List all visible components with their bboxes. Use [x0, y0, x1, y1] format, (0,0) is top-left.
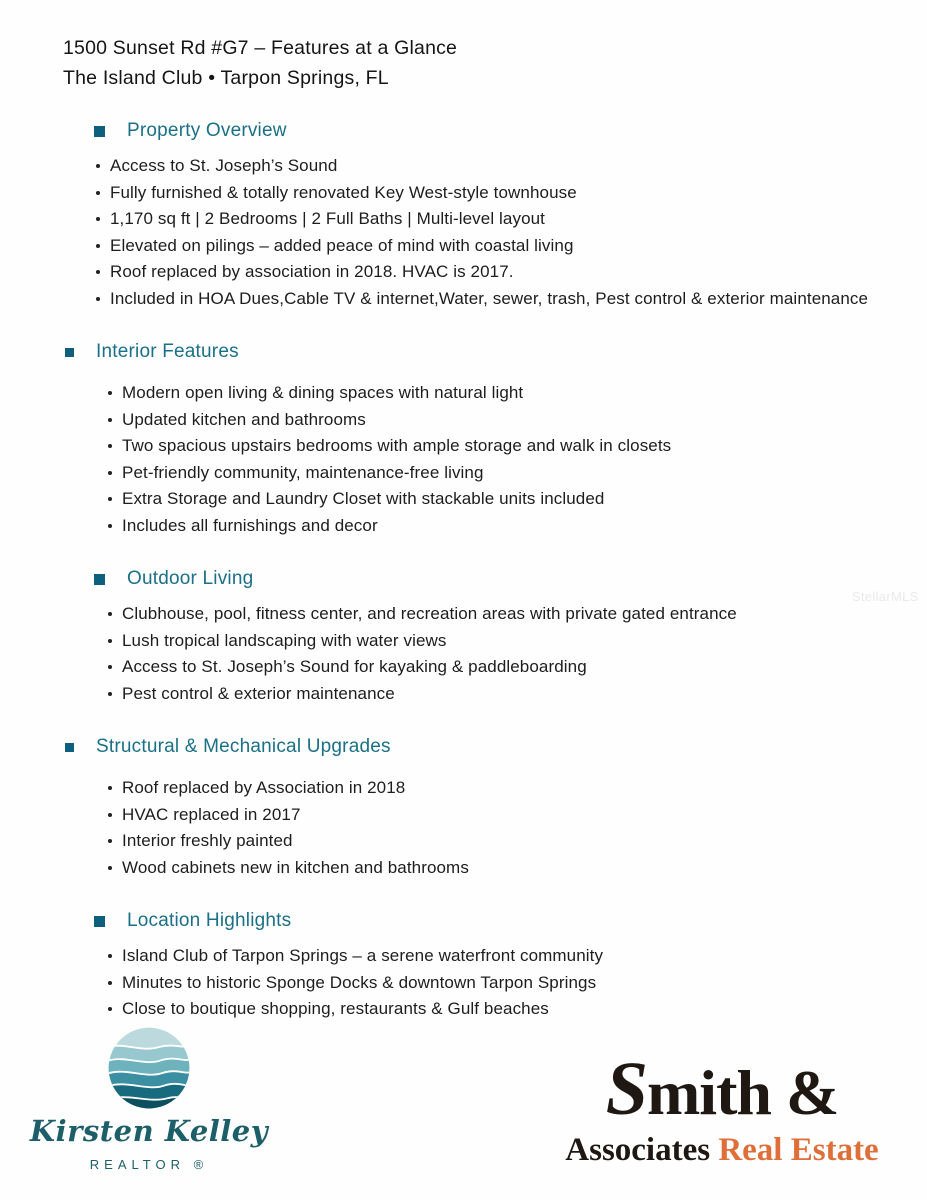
list-item	[108, 486, 778, 513]
document-header	[0, 0, 927, 93]
bullet-icon	[108, 692, 112, 696]
list-item	[96, 153, 896, 180]
list-item	[96, 180, 896, 207]
list-item	[108, 380, 778, 407]
list-item-text: HVAC replaced in 2017	[122, 804, 301, 824]
brokerage-name-line1	[552, 1047, 892, 1131]
feature-list	[63, 153, 896, 312]
list-item-text: Interior freshly painted	[122, 831, 293, 850]
list-item-text: Access to St. Joseph’s Sound	[110, 156, 338, 175]
feature-section	[63, 565, 927, 707]
brokerage-real-estate: Real Estate	[718, 1132, 879, 1168]
feature-list	[63, 943, 778, 1023]
list-item	[108, 601, 778, 628]
list-item	[108, 943, 778, 970]
bullet-icon	[108, 471, 112, 475]
bullet-icon	[108, 444, 112, 448]
wave-circle-icon	[107, 1026, 191, 1110]
brokerage-logo	[552, 1047, 892, 1170]
list-item-text: Updated kitchen and bathrooms	[122, 409, 366, 429]
bullet-icon	[108, 839, 112, 843]
bullet-icon	[108, 524, 112, 528]
list-item	[108, 681, 778, 708]
section-heading: Interior Features	[96, 341, 239, 362]
list-item	[108, 855, 778, 882]
list-item	[108, 654, 778, 681]
section-heading-row	[63, 565, 927, 593]
list-item	[108, 775, 778, 802]
list-item	[108, 828, 778, 855]
bullet-icon	[108, 954, 112, 958]
section-heading-row	[63, 733, 927, 761]
section-heading: Structural & Mechanical Upgrades	[96, 736, 391, 757]
list-item-text: Clubhouse, pool, fitness center, and recreation areas with private gated entrance	[122, 604, 737, 623]
feature-section	[63, 733, 927, 881]
list-item	[108, 407, 778, 434]
list-item	[108, 433, 778, 460]
agent-name: Kirsten Kelley	[29, 1114, 269, 1148]
swash-s: S	[605, 1047, 647, 1131]
bullet-icon	[108, 866, 112, 870]
feature-section	[63, 117, 927, 312]
list-item-text: Elevated on pilings – added peace of mind with coastal living	[110, 235, 574, 255]
list-item-text: Roof replaced by association in 2018. HVAC is 2017.	[110, 262, 514, 281]
section-heading-row	[63, 338, 927, 366]
section-marker-icon	[65, 348, 74, 357]
feature-list	[63, 380, 778, 539]
list-item	[108, 460, 778, 487]
list-item-text: Access to St. Joseph’s Sound for kayaking & paddleboarding	[122, 657, 587, 676]
watermark: StellarMLS	[852, 589, 919, 604]
bullet-icon	[96, 244, 100, 248]
agent-logo	[29, 1026, 269, 1172]
list-item	[96, 233, 896, 260]
section-marker-icon	[94, 126, 105, 137]
section-heading: Outdoor Living	[127, 568, 254, 589]
brokerage-name-line2	[552, 1130, 892, 1170]
page-subtitle: The Island Club • Tarpon Springs, FL	[63, 67, 389, 89]
bullet-icon	[108, 497, 112, 501]
list-item-text: Minutes to historic Sponge Docks & downtown Tarpon Springs	[122, 972, 597, 992]
feature-list	[63, 601, 778, 707]
list-item	[108, 628, 778, 655]
list-item-text: Wood cabinets new in kitchen and bathrooms	[122, 857, 469, 877]
bullet-icon	[108, 1007, 112, 1011]
section-marker-icon	[94, 916, 105, 927]
page-title: 1500 Sunset Rd #G7 – Features at a Glance	[63, 37, 458, 59]
list-item-text: 1,170 sq ft | 2 Bedrooms | 2 Full Baths | Multi-level layout	[110, 209, 546, 228]
list-item-text: Pest control & exterior maintenance	[122, 683, 395, 703]
list-item	[108, 970, 778, 997]
bullet-icon	[108, 418, 112, 422]
bullet-icon	[96, 270, 100, 274]
list-item	[96, 286, 896, 313]
list-item	[108, 802, 778, 829]
section-marker-icon	[94, 574, 105, 585]
section-marker-icon	[65, 743, 74, 752]
list-item-text: Two spacious upstairs bedrooms with ample storage and walk in closets	[122, 436, 672, 455]
list-item-text: Pet-friendly community, maintenance-free living	[122, 462, 484, 482]
list-item	[108, 513, 778, 540]
brokerage-associates: Associates	[565, 1132, 711, 1168]
section-heading: Property Overview	[127, 120, 287, 141]
bullet-icon	[96, 297, 100, 301]
agent-title: REALTOR ®	[89, 1157, 209, 1172]
list-item-text: Island Club of Tarpon Springs – a serene waterfront community	[122, 946, 604, 965]
bullet-icon	[108, 639, 112, 643]
list-item-text: Fully furnished & totally renovated Key West-style townhouse	[110, 182, 577, 202]
list-item-text: Included in HOA Dues,Cable TV & internet,Water, sewer, trash, Pest control & exterior maintenance	[110, 288, 869, 308]
list-item-text: Close to boutique shopping, restaurants & Gulf beaches	[122, 999, 549, 1018]
list-item-text: Modern open living & dining spaces with natural light	[122, 383, 524, 402]
list-item-text: Roof replaced by Association in 2018	[122, 778, 406, 797]
bullet-icon	[108, 391, 112, 395]
brokerage-name-rest: mith &	[646, 1057, 839, 1128]
bullet-icon	[108, 786, 112, 790]
list-item-text: Extra Storage and Laundry Closet with stackable units included	[122, 489, 605, 508]
feature-sections	[0, 117, 927, 1023]
bullet-icon	[96, 191, 100, 195]
section-heading: Location Highlights	[127, 910, 292, 931]
feature-section	[63, 338, 927, 539]
list-item	[96, 259, 896, 286]
list-item-text: Includes all furnishings and decor	[122, 515, 378, 535]
bullet-icon	[108, 665, 112, 669]
bullet-icon	[96, 217, 100, 221]
section-heading-row	[63, 117, 927, 145]
feature-list	[63, 775, 778, 881]
bullet-icon	[96, 164, 100, 168]
list-item	[96, 206, 896, 233]
list-item-text: Lush tropical landscaping with water views	[122, 630, 447, 650]
section-heading-row	[63, 907, 927, 935]
bullet-icon	[108, 981, 112, 985]
bullet-icon	[108, 813, 112, 817]
feature-section	[63, 907, 927, 1023]
bullet-icon	[108, 612, 112, 616]
list-item	[108, 996, 778, 1023]
